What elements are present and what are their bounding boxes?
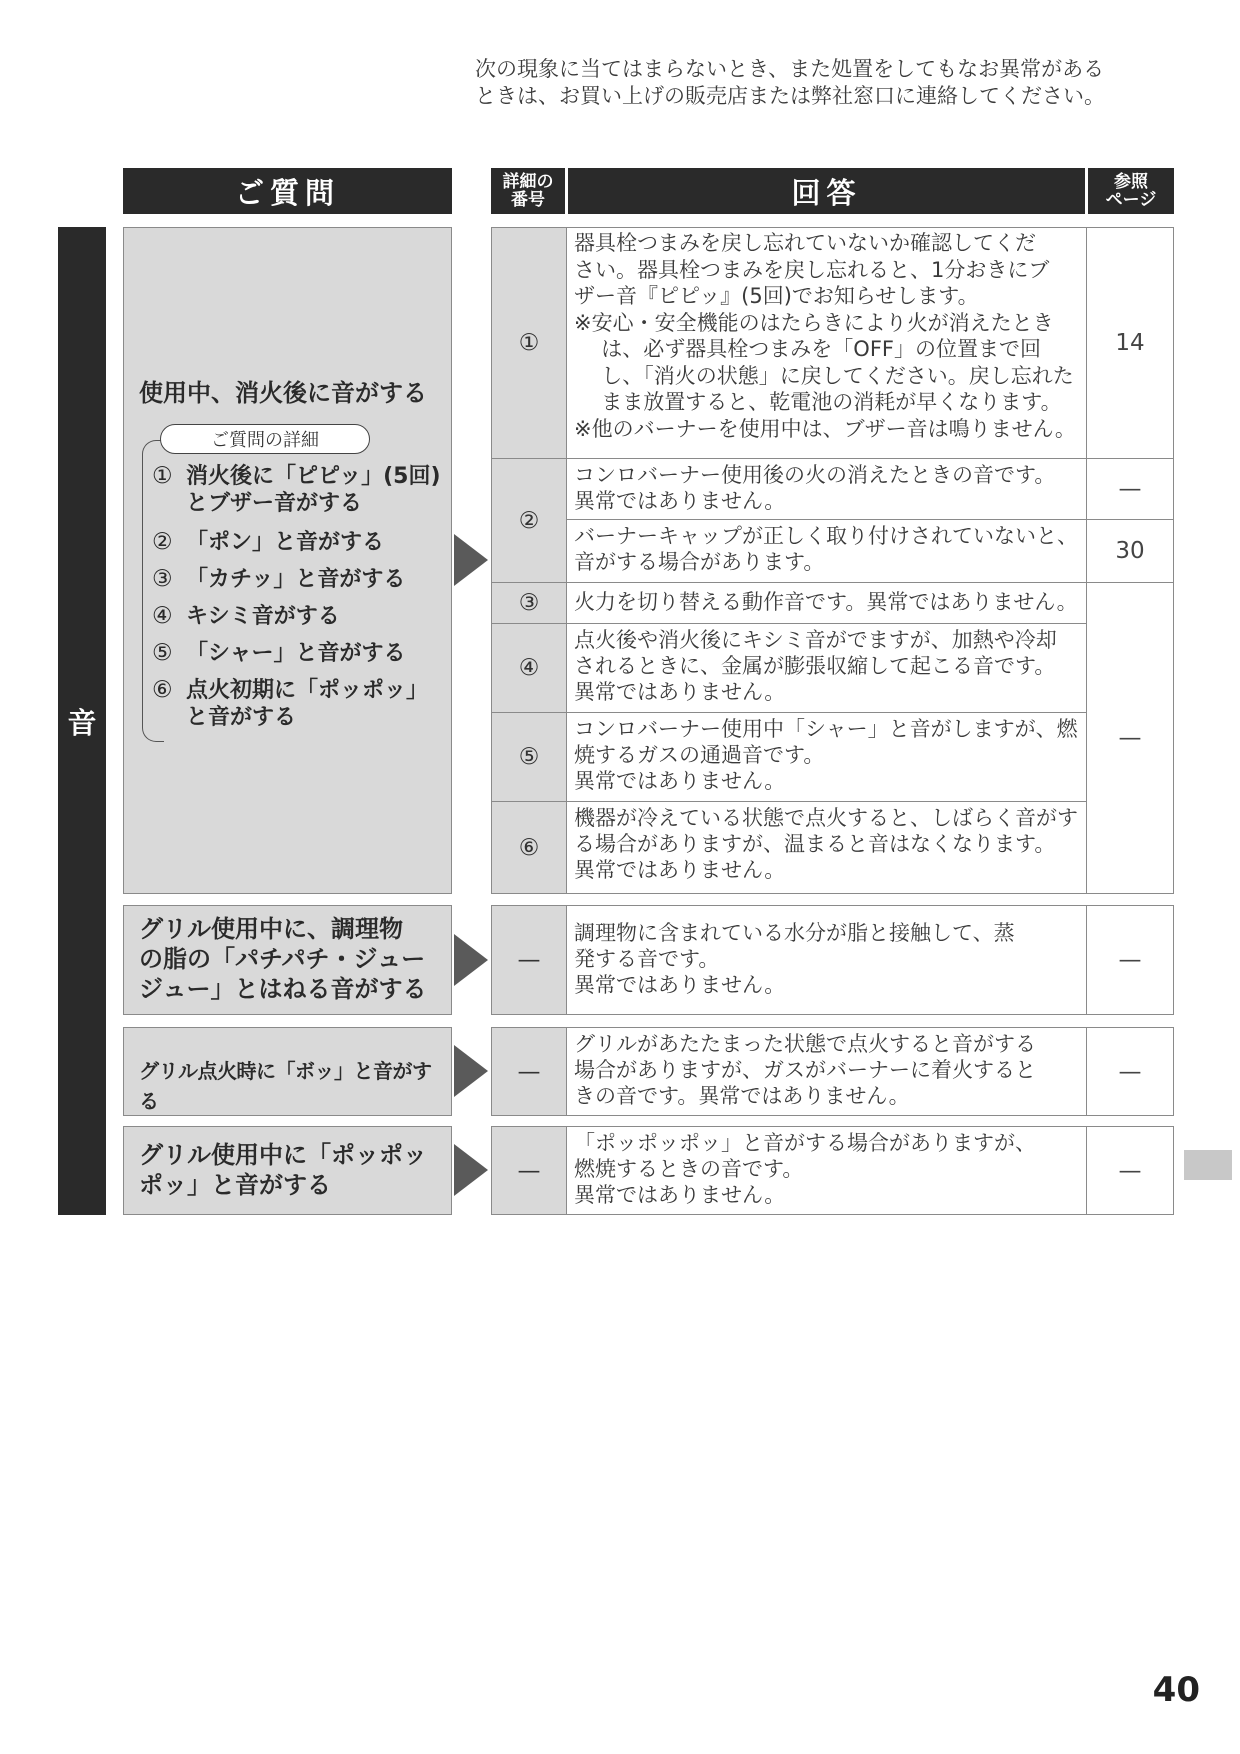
question-title-2: グリル使用中に、調理物 の脂の「パチパチ・ジュー ジュー」とはねる音がする <box>139 915 427 1003</box>
answer-cell <box>566 458 1087 520</box>
answer-line: ザー音『ピピッ』(5回)でお知らせします。 <box>574 284 979 308</box>
answer-line: 音がする場合があります。 <box>574 550 825 574</box>
answer-cell <box>566 1126 1087 1215</box>
answer-cell <box>566 519 1087 583</box>
answer-cell <box>566 227 1087 459</box>
answer-line: コンロバーナー使用後の火の消えたときの音です。 <box>574 463 1056 487</box>
detail-text: 消火後に「ピピッ」(5回) とブザー音がする <box>186 464 441 516</box>
intro-text: 次の現象に当てはまらないとき、また処置をしてもなお異常がある ときは、お買い上げの販売店または弊社窓口に連絡してください。 <box>475 57 1105 108</box>
question-title-3: グリル点火時に「ボッ」と音がする <box>139 1059 432 1113</box>
detail-number-cell: — <box>491 1126 567 1215</box>
answer-line: さい。器具栓つまみを戻し忘れると、1分おきにブ <box>574 257 1050 282</box>
detail-item-2 <box>152 529 452 556</box>
detail-num: ① <box>152 463 173 489</box>
header-answer: 回答 <box>568 168 1085 214</box>
arrow-icon <box>454 934 488 986</box>
answer-line: 異常ではありません。 <box>574 1183 786 1207</box>
page-cell: 30 <box>1086 519 1174 583</box>
answer-line: 火力を切り替える動作音です。異常ではありません。 <box>574 590 1078 614</box>
answer-cell <box>566 1027 1087 1116</box>
answer-line: 調理物に含まれている水分が脂と接触して、蒸 <box>574 921 1015 945</box>
page-cell: 14 <box>1086 227 1174 459</box>
detail-number-cell: — <box>491 905 567 1015</box>
detail-number-cell: ④ <box>491 623 567 713</box>
detail-number-cell: — <box>491 1027 567 1116</box>
question-box-1 <box>123 227 452 894</box>
detail-number-cell: ① <box>491 227 567 459</box>
header-detail-number: 詳細の 番号 <box>491 168 565 214</box>
detail-item-5 <box>152 640 452 667</box>
arrow-icon <box>454 534 488 586</box>
edge-tab <box>1184 1150 1232 1180</box>
detail-number-cell: ② <box>491 458 567 583</box>
page-cell: — <box>1086 1126 1174 1215</box>
answer-line: バーナーキャップが正しく取り付けされていないと、 <box>574 524 1078 548</box>
answer-line: 場合がありますが、ガスがバーナーに着火すると <box>574 1058 1036 1082</box>
answer-cell <box>566 801 1087 894</box>
detail-item-6 <box>152 677 452 731</box>
detail-num: ② <box>152 529 173 555</box>
answer-cell <box>566 623 1087 713</box>
answer-line: 「ポッポッポッ」と音がする場合がありますが、 <box>574 1131 1036 1155</box>
detail-num: ③ <box>152 566 173 592</box>
detail-text: 「シャー」と音がする <box>186 641 406 666</box>
question-title-4: グリル使用中に「ポッポッ ポッ」と音がする <box>139 1141 427 1199</box>
detail-num: ④ <box>152 603 173 629</box>
page-number: 40 <box>1152 1670 1200 1710</box>
detail-item-3 <box>152 566 452 593</box>
answer-cell <box>566 712 1087 802</box>
answer-line: きの音です。異常ではありません。 <box>574 1084 910 1108</box>
detail-number-cell: ⑥ <box>491 801 567 894</box>
page-cell: — <box>1086 1027 1174 1116</box>
answer-line: 機器が冷えている状態で点火すると、しばらく音がす <box>574 806 1078 830</box>
answer-note: ※安心・安全機能のはたらきにより火が消えたときは、必ず器具栓つまみを「OFF」の位置まで回し、「消火の状態」に戻してください。戻し忘れたまま放置すると、乾電池の消耗が早くなります。 <box>574 310 1074 414</box>
answer-line: 点火後や消火後にキシミ音がでますが、加熱や冷却 <box>574 628 1057 652</box>
question-title-1: 使用中、消火後に音がする <box>139 379 427 407</box>
detail-item-4 <box>152 603 452 630</box>
answer-note: ※他のバーナーを使用中は、ブザー音は鳴りません。 <box>574 416 1076 441</box>
header-question: ご質問 <box>123 168 452 214</box>
detail-number-cell: ③ <box>491 582 567 624</box>
answer-line: 発する音です。 <box>574 947 720 971</box>
answer-line: 器具栓つまみを戻し忘れていないか確認してくだ <box>574 231 1036 255</box>
detail-text: 点火初期に「ポッポッ」 と音がする <box>186 678 429 730</box>
page-cell: — <box>1086 582 1174 894</box>
page-cell: — <box>1086 458 1174 520</box>
detail-number-cell: ⑤ <box>491 712 567 802</box>
answer-line: 異常ではありません。 <box>574 858 786 882</box>
answer-line: 異常ではありません。 <box>574 769 786 793</box>
answer-line: 異常ではありません。 <box>574 489 786 513</box>
answer-line: グリルがあたたまった状態で点火すると音がする <box>574 1032 1036 1056</box>
answer-line: コンロバーナー使用中「シャー」と音がしますが、燃 <box>574 717 1078 741</box>
detail-text: 「カチッ」と音がする <box>186 567 406 592</box>
answer-line: 異常ではありません。 <box>574 680 786 704</box>
answer-cell <box>566 582 1087 624</box>
section-label: 音 <box>58 227 106 1215</box>
detail-num: ⑥ <box>152 677 173 703</box>
detail-item-1 <box>152 463 452 517</box>
answer-line: 異常ではありません。 <box>574 973 786 997</box>
detail-text: 「ポン」と音がする <box>186 530 385 555</box>
answer-line: 燃焼するときの音です。 <box>574 1157 804 1181</box>
answer-line: る場合がありますが、温まると音はなくなります。 <box>574 832 1056 856</box>
answer-line: されるときに、金属が膨張収縮して起こる音です。 <box>574 654 1056 678</box>
arrow-icon <box>454 1144 488 1196</box>
answer-cell <box>566 905 1087 1015</box>
page-cell: — <box>1086 905 1174 1015</box>
arrow-icon <box>454 1045 488 1097</box>
header-reference-page: 参照 ページ <box>1088 168 1174 214</box>
detail-label-pill: ご質問の詳細 <box>160 424 370 454</box>
answer-line: 焼するガスの通過音です。 <box>574 743 825 767</box>
detail-text: キシミ音がする <box>186 604 340 629</box>
detail-num: ⑤ <box>152 640 173 666</box>
